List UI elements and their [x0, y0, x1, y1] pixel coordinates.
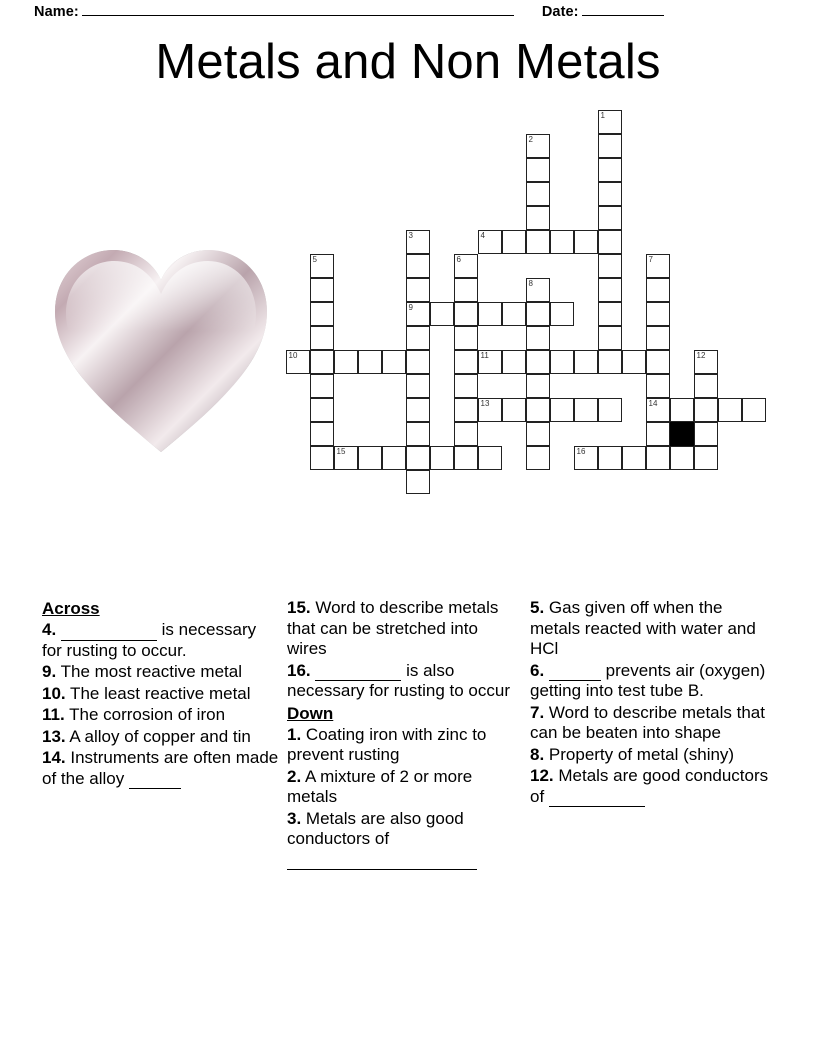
grid-cell[interactable]: [454, 446, 478, 470]
clue-item: 9. The most reactive metal: [42, 662, 243, 681]
grid-cell[interactable]: [502, 350, 526, 374]
grid-cell[interactable]: [598, 134, 622, 158]
grid-cell[interactable]: [694, 350, 718, 374]
grid-cell[interactable]: [406, 422, 430, 446]
grid-cell[interactable]: [478, 302, 502, 326]
clue-item: 5. Gas given off when the metals reacted with water and HCl: [530, 598, 756, 658]
clue-number: 12.: [530, 766, 554, 785]
grid-cell[interactable]: [526, 446, 550, 470]
grid-cell-number: 12: [696, 351, 706, 360]
clue-number: 8.: [530, 744, 545, 764]
clue-number: 16.: [287, 660, 311, 680]
grid-cell[interactable]: [454, 326, 478, 350]
grid-cell[interactable]: [382, 350, 406, 374]
down-heading: Down: [287, 703, 334, 723]
grid-cell[interactable]: [646, 302, 670, 326]
grid-cell[interactable]: [718, 398, 742, 422]
metallic-heart-image: [47, 240, 275, 458]
clue-item: 7. Word to describe metals that can be beaten into shape: [530, 702, 765, 742]
grid-cell-number: 14: [648, 399, 658, 408]
grid-cell[interactable]: [646, 278, 670, 302]
grid-cell[interactable]: [334, 350, 358, 374]
grid-cell-number: 6: [456, 255, 461, 264]
grid-cell[interactable]: [598, 326, 622, 350]
grid-cell[interactable]: [598, 254, 622, 278]
grid-cell[interactable]: [382, 446, 406, 470]
grid-cell[interactable]: [478, 398, 502, 422]
grid-cell-number: 5: [312, 255, 317, 264]
clue-item: 1. Coating iron with zinc to prevent rusting: [287, 724, 487, 764]
grid-cell[interactable]: [574, 398, 598, 422]
grid-cell-number: 16: [576, 447, 586, 456]
grid-cell[interactable]: [286, 350, 310, 374]
crossword-grid[interactable]: [286, 110, 786, 500]
clue-item: 3. Metals are also good conductors of: [287, 809, 522, 871]
grid-cell[interactable]: [454, 278, 478, 302]
grid-cell[interactable]: [598, 110, 622, 134]
clue-item: 8. Property of metal (shiny): [530, 744, 735, 764]
clue-item: 10. The least reactive metal: [42, 683, 251, 703]
grid-cell[interactable]: [526, 350, 550, 374]
clue-number: 7.: [530, 702, 545, 722]
grid-cell[interactable]: [670, 398, 694, 422]
clue-item: 14. Instruments are often made of the alloy: [42, 748, 279, 788]
grid-cell[interactable]: [694, 422, 718, 446]
clue-answer-blank[interactable]: [315, 667, 401, 681]
grid-cell[interactable]: [598, 182, 622, 206]
page-title: Metals and Non Metals: [155, 35, 661, 89]
clue-number: 9.: [42, 662, 57, 681]
grid-cell[interactable]: [526, 374, 550, 398]
clue-answer-blank[interactable]: [287, 856, 477, 870]
grid-cell[interactable]: [598, 230, 622, 254]
clue-item: 6. prevents air (oxygen) getting into test tube B.: [530, 660, 766, 700]
grid-cell[interactable]: [454, 422, 478, 446]
clue-column-1: [42, 598, 287, 998]
grid-cell-number: 3: [408, 231, 413, 240]
clue-number: 1.: [287, 724, 302, 744]
grid-cell[interactable]: [574, 230, 598, 254]
clue-item: 12. Metals are good conductors of: [530, 766, 769, 806]
grid-cell[interactable]: [454, 302, 478, 326]
grid-cell[interactable]: [334, 446, 358, 470]
grid-cell[interactable]: [310, 326, 334, 350]
grid-cell[interactable]: [310, 278, 334, 302]
grid-cell[interactable]: [598, 278, 622, 302]
grid-cell[interactable]: [502, 302, 526, 326]
grid-cell[interactable]: [310, 350, 334, 374]
date-write-line[interactable]: [582, 4, 664, 16]
grid-cell[interactable]: [646, 254, 670, 278]
clue-item: 11. The corrosion of iron: [42, 705, 226, 724]
clue-answer-blank[interactable]: [549, 667, 601, 681]
grid-cell-number: 1: [600, 111, 605, 120]
grid-cell[interactable]: [526, 302, 550, 326]
grid-cell[interactable]: [670, 446, 694, 470]
grid-cell[interactable]: [454, 350, 478, 374]
grid-cell-number: 2: [528, 135, 533, 144]
grid-cell[interactable]: [694, 374, 718, 398]
grid-cell[interactable]: [526, 230, 550, 254]
clue-number: 15.: [287, 598, 311, 617]
clue-number: 2.: [287, 766, 302, 786]
grid-cell[interactable]: [598, 158, 622, 182]
grid-cell[interactable]: [310, 422, 334, 446]
grid-cell[interactable]: [406, 374, 430, 398]
grid-cell[interactable]: [646, 446, 670, 470]
clue-column-3: [530, 598, 778, 998]
grid-cell[interactable]: [646, 398, 670, 422]
grid-cell[interactable]: [478, 230, 502, 254]
grid-cell[interactable]: [550, 230, 574, 254]
grid-cell[interactable]: [598, 446, 622, 470]
grid-cell[interactable]: [310, 446, 334, 470]
grid-cell-number: 10: [288, 351, 298, 360]
grid-cell[interactable]: [646, 326, 670, 350]
clue-answer-blank[interactable]: [129, 775, 181, 789]
grid-cell[interactable]: [526, 158, 550, 182]
clue-item: 2. A mixture of 2 or more metals: [287, 766, 473, 806]
grid-cell[interactable]: [598, 206, 622, 230]
clue-number: 10.: [42, 683, 66, 703]
grid-cell[interactable]: [622, 446, 646, 470]
grid-cell[interactable]: [430, 446, 454, 470]
grid-cell[interactable]: [502, 398, 526, 422]
grid-cell[interactable]: [358, 446, 382, 470]
grid-cell[interactable]: [742, 398, 766, 422]
grid-cell-number: 4: [480, 231, 485, 240]
grid-cell[interactable]: [406, 230, 430, 254]
clue-number: 4.: [42, 620, 57, 639]
grid-cell[interactable]: [310, 398, 334, 422]
grid-cell-number: 11: [480, 351, 489, 360]
grid-cell-number: 7: [648, 255, 653, 264]
grid-cell[interactable]: [406, 278, 430, 302]
clue-number: 11.: [42, 705, 65, 724]
clue-item: 16. is also necessary for rusting to occur: [287, 660, 510, 700]
grid-cell[interactable]: [406, 254, 430, 278]
grid-cell[interactable]: [310, 254, 334, 278]
grid-cell[interactable]: [358, 350, 382, 374]
name-date-bar: [34, 4, 782, 20]
clue-item: 13. A alloy of copper and tin: [42, 726, 251, 746]
grid-cell[interactable]: [646, 422, 670, 446]
grid-cell[interactable]: [406, 350, 430, 374]
grid-cell[interactable]: [550, 302, 574, 326]
clue-answer-blank[interactable]: [549, 793, 645, 807]
grid-cell[interactable]: [406, 398, 430, 422]
grid-cell[interactable]: [430, 302, 454, 326]
clue-answer-blank[interactable]: [61, 627, 157, 641]
grid-cell[interactable]: [694, 446, 718, 470]
grid-cell[interactable]: [550, 398, 574, 422]
grid-cell[interactable]: [526, 182, 550, 206]
grid-cell[interactable]: [406, 470, 430, 494]
grid-cell[interactable]: [526, 422, 550, 446]
grid-cell[interactable]: [454, 254, 478, 278]
grid-cell[interactable]: [478, 446, 502, 470]
grid-cell[interactable]: [526, 206, 550, 230]
date-label: Date:: [541, 4, 579, 20]
grid-cell[interactable]: [310, 374, 334, 398]
grid-cell[interactable]: [454, 374, 478, 398]
clue-item: 15. Word to describe metals that can be stretched into wires: [287, 598, 499, 658]
grid-cell[interactable]: [526, 134, 550, 158]
across-heading: Across: [42, 599, 100, 618]
grid-cell[interactable]: [646, 374, 670, 398]
clue-column-2: [287, 598, 530, 998]
grid-cell[interactable]: [526, 326, 550, 350]
grid-cell[interactable]: [598, 350, 622, 374]
clue-number: 5.: [530, 598, 545, 617]
grid-cell[interactable]: [598, 302, 622, 326]
name-label: Name:: [34, 4, 79, 20]
grid-cell[interactable]: [310, 302, 334, 326]
clue-item: 4. is necessary for rusting to occur.: [42, 620, 257, 660]
grid-cell-number: 13: [480, 399, 490, 408]
grid-cell[interactable]: [574, 446, 598, 470]
clue-number: 3.: [287, 808, 302, 828]
grid-cell[interactable]: [526, 278, 550, 302]
grid-cell[interactable]: [406, 446, 430, 470]
grid-cell[interactable]: [694, 398, 718, 422]
clue-columns: [42, 598, 778, 998]
grid-cell[interactable]: [478, 350, 502, 374]
grid-cell[interactable]: [550, 350, 574, 374]
clue-number: 14.: [42, 748, 66, 767]
grid-cell-number: 8: [528, 279, 533, 288]
grid-cell-number: 15: [336, 447, 346, 456]
grid-cell[interactable]: [406, 302, 430, 326]
grid-cell[interactable]: [526, 398, 550, 422]
grid-cell[interactable]: [574, 350, 598, 374]
grid-cell[interactable]: [598, 398, 622, 422]
grid-cell[interactable]: [502, 230, 526, 254]
clue-number: 6.: [530, 660, 545, 680]
grid-cell[interactable]: [646, 350, 670, 374]
clue-number: 13.: [42, 726, 66, 746]
grid-cell-blocked: [670, 422, 694, 446]
grid-cell[interactable]: [454, 398, 478, 422]
name-write-line[interactable]: [82, 4, 514, 16]
grid-cell[interactable]: [622, 350, 646, 374]
grid-cell-number: 9: [408, 303, 413, 312]
grid-cell[interactable]: [406, 326, 430, 350]
